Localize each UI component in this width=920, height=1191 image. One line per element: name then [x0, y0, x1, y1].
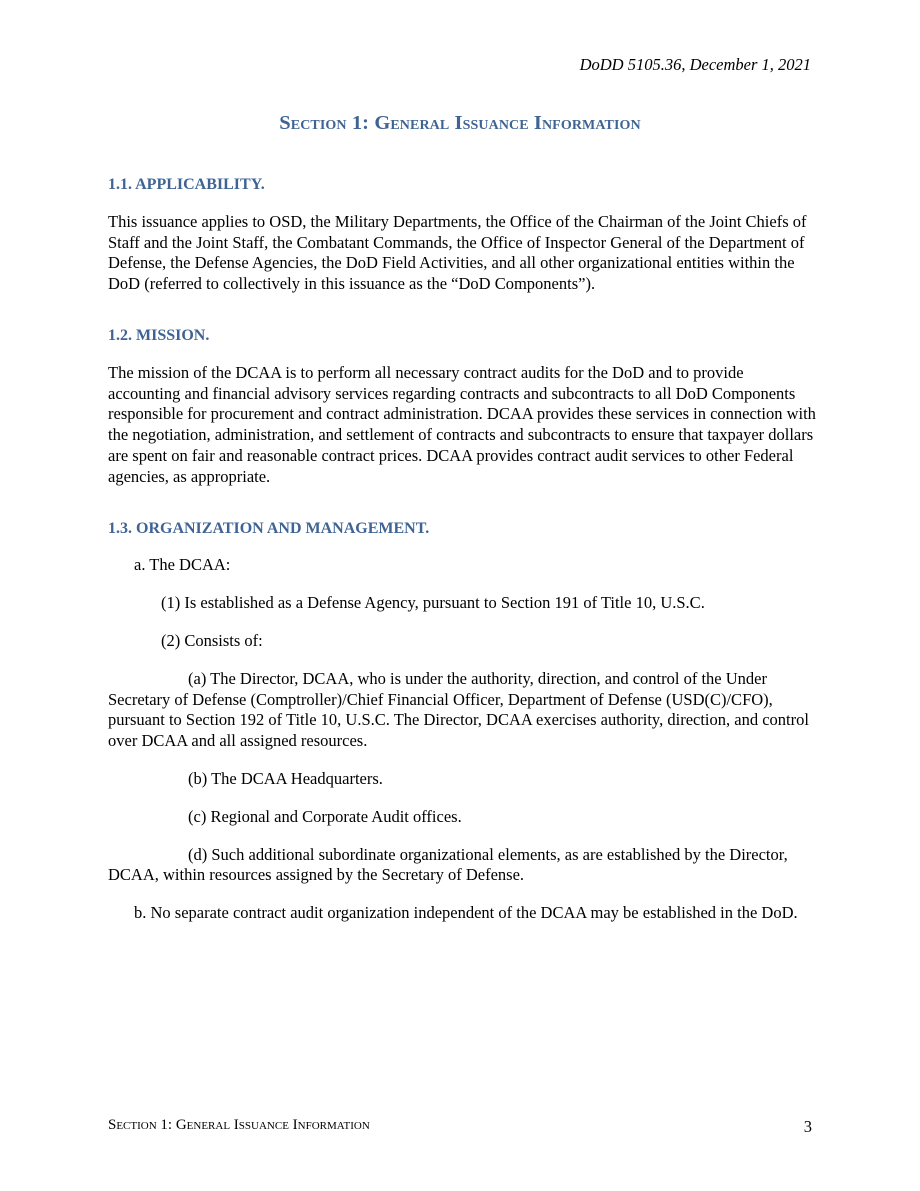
heading-mission: 1.2. MISSION. — [108, 326, 210, 344]
paragraph-mission: The mission of the DCAA is to perform all necessary contract audits for the DoD and to provide accounting and financial advisory services regarding contracts and subcontracts to all DoD Components responsible for procurement and contract administration. DCAA provides these services in connection with the negotiation, administration, and settlement of contracts and subcontracts to ensure that taxpayer dollars are spent on fair and reasonable contract prices. DCAA provides contract audit services to other Federal agencies, as appropriate. — [108, 362, 816, 486]
item-a-2: (2) Consists of: — [161, 630, 263, 650]
item-a-1: (1) Is established as a Defense Agency, pursuant to Section 191 of Title 10, U.S.C. — [161, 593, 705, 613]
item-a-2-a: (a) The Director, DCAA, who is under the authority, direction, and control of the Under Secretary of Defense (Comptroller)/Chief Financial Officer, Department of Defense (USD(C)/CFO), pursuant to Section 192 of Title 10, U.S.C. The Director, DCAA exercises authority, direction, and control over DCAA and all assigned resources. — [108, 668, 809, 751]
paragraph-applicability: This issuance applies to OSD, the Military Departments, the Office of the Chairman of the Joint Chiefs of Staff and the Joint Staff, the Combatant Commands, the Office of Inspector General of the Department of Defense, the Defense Agencies, the DoD Field Activities, and all other organizational entities within the DoD (referred to collectively in this issuance as the “DoD Components”). — [108, 211, 807, 294]
footer-section-label: Section 1: General Issuance Information — [108, 1117, 370, 1133]
item-a: a. The DCAA: — [134, 555, 231, 575]
item-a-2-b: (b) The DCAA Headquarters. — [188, 768, 383, 788]
item-a-2-c: (c) Regional and Corporate Audit offices. — [188, 806, 462, 826]
heading-organization: 1.3. ORGANIZATION AND MANAGEMENT. — [108, 519, 430, 537]
heading-applicability: 1.1. APPLICABILITY. — [108, 176, 265, 193]
section-title: Section 1: General Issuance Information — [279, 112, 641, 134]
item-a-2-d: (d) Such additional subordinate organizational elements, as are established by the Director, DCAA, within resources assigned by the Secretary of Defense. — [108, 844, 788, 885]
document-body — [108, 175, 816, 924]
running-head: DoDD 5105.36, December 1, 2021 — [579, 55, 811, 74]
page-number: 3 — [803, 1117, 812, 1136]
item-b: b. No separate contract audit organization independent of the DCAA may be established in the DoD. — [134, 903, 798, 923]
